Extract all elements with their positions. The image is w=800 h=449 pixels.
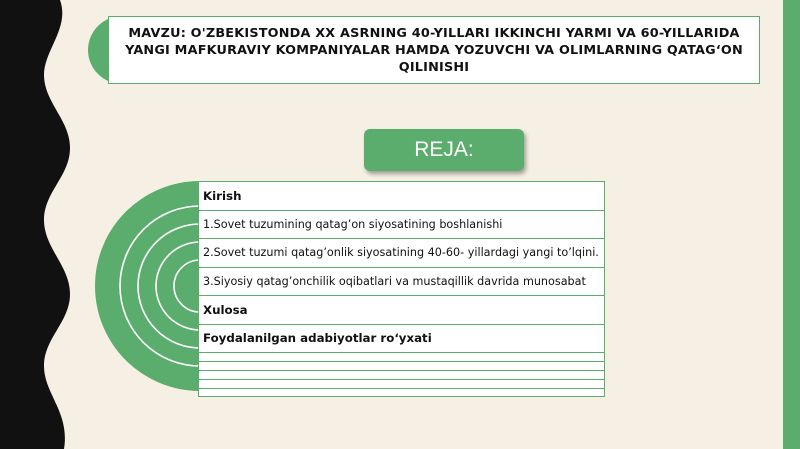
- page-title: MAVZU: O'ZBEKISTONDA XX ASRNING 40-YILLARI IKKINCHI YARMI VA 60-YILLARIDA YANGI MAFKURAVIY KOMPANIYALAR HAMDA YOZUVCHI VA OLIMLARNING QATAG‘ON QILINISHI: [125, 25, 743, 75]
- plan-row-empty: [198, 370, 605, 379]
- plan-item-2: 2.Sovet tuzumi qatag’onlik siyosatining 40-60- yillardagi yangi to’lqini.: [198, 238, 605, 267]
- plan-item-intro: Kirish: [198, 181, 605, 210]
- plan-heading: REJA:: [414, 138, 474, 161]
- plan-item-1: 1.Sovet tuzumining qatag’on siyosatining boshlanishi: [198, 210, 605, 239]
- plan-item-3: 3.Siyosiy qatag’onchilik oqibatlari va mustaqillik davrida munosabat: [198, 267, 605, 296]
- plan-item-conclusion: Xulosa: [198, 295, 605, 324]
- plan-list: [198, 181, 605, 397]
- plan-row-empty: [198, 379, 605, 388]
- plan-row-empty: [198, 361, 605, 370]
- plan-item-references: Foydalanilgan adabiyotlar ro‘yxati: [198, 324, 605, 353]
- plan-row-empty: [198, 388, 605, 397]
- plan-row-empty: [198, 352, 605, 361]
